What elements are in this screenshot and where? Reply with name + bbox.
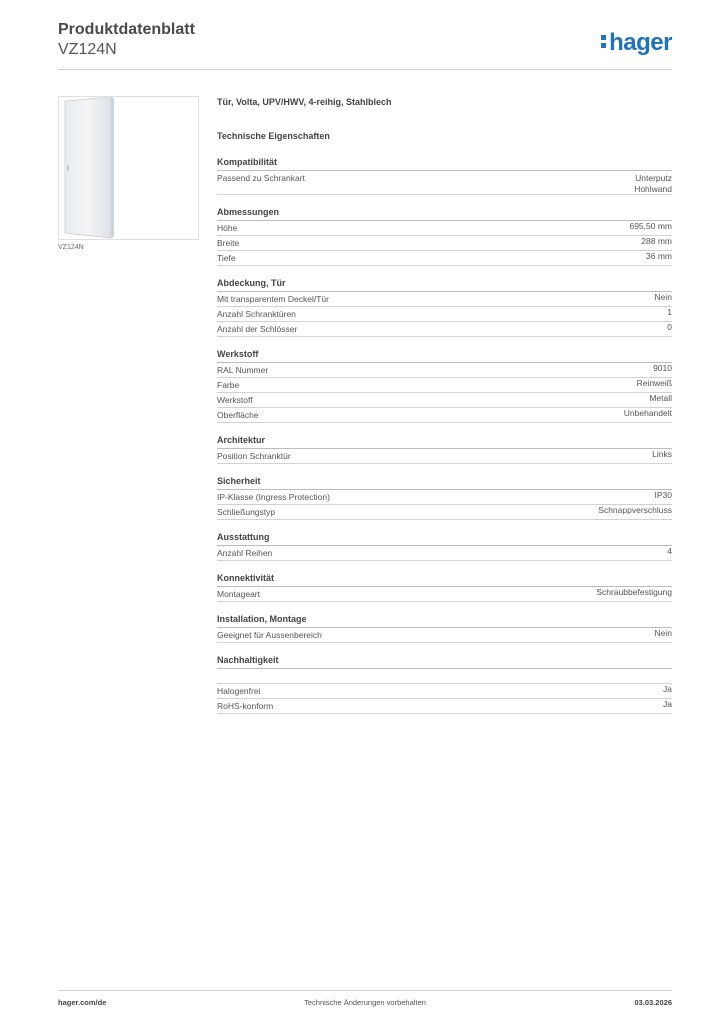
property-label: Breite — [217, 238, 240, 248]
property-value — [653, 363, 672, 377]
section-title: Werkstoff — [217, 348, 672, 363]
footer-website[interactable]: hager.com/de — [58, 998, 107, 1007]
property-section — [217, 572, 672, 602]
property-section — [217, 348, 672, 423]
property-label: Farbe — [217, 380, 240, 390]
property-value-text: Ja — [663, 684, 672, 694]
page-footer — [58, 990, 672, 1015]
property-section — [217, 613, 672, 643]
property-label: Tiefe — [217, 253, 236, 263]
property-value — [655, 490, 673, 504]
property-value — [637, 378, 672, 392]
property-value-text: 695,50 mm — [629, 221, 672, 231]
property-section — [217, 277, 672, 337]
section-title: Abdeckung, Tür — [217, 277, 672, 292]
footer-date: 03.03.2026 — [634, 998, 672, 1007]
property-row — [217, 322, 672, 337]
property-value-text: Metall — [649, 393, 672, 403]
property-section — [217, 531, 672, 561]
property-value-text: 1 — [667, 307, 672, 317]
product-description: Tür, Volta, UPV/HWV, 4-reihig, Stahlblech — [217, 97, 392, 107]
property-row — [217, 669, 672, 684]
property-value-text: Links — [652, 449, 672, 459]
property-value-text: Schraubbefestigung — [596, 587, 672, 597]
property-value-text: Unbehandelt — [623, 408, 672, 418]
property-value — [667, 546, 672, 560]
property-value-text: 9010 — [653, 363, 672, 373]
property-section — [217, 434, 672, 464]
page-header — [58, 21, 672, 70]
property-value — [663, 684, 672, 698]
property-value — [596, 587, 672, 601]
property-label: Montageart — [217, 589, 260, 599]
property-row — [217, 587, 672, 602]
property-row — [217, 684, 672, 699]
property-label: Geeignet für Aussenbereich — [217, 630, 322, 640]
property-row — [217, 699, 672, 714]
section-title: Kompatibilität — [217, 156, 672, 171]
property-row — [217, 251, 672, 266]
property-value — [629, 221, 672, 235]
property-value — [655, 292, 672, 306]
property-value — [655, 628, 672, 642]
section-title: Ausstattung — [217, 531, 672, 546]
property-label: IP-Klasse (Ingress Protection) — [217, 492, 330, 502]
property-value-text: 0 — [667, 322, 672, 332]
property-value-text: Ja — [663, 699, 672, 709]
product-image — [58, 96, 199, 240]
property-value — [598, 505, 672, 519]
property-section — [217, 156, 672, 195]
section-title: Abmessungen — [217, 206, 672, 221]
property-value-text: 4 — [667, 546, 672, 556]
property-value-text: Nein — [654, 292, 672, 302]
property-row — [217, 378, 672, 393]
product-code: VZ124N — [58, 41, 117, 58]
footer-notice: Technische Änderungen vorbehalten — [304, 998, 426, 1007]
image-caption: VZ124N — [58, 244, 84, 251]
property-value-text: 288 mm — [641, 236, 672, 246]
property-row — [217, 393, 672, 408]
property-label: Mit transparentem Deckel/Tür — [217, 294, 329, 304]
property-label: Passend zu Schrankart — [217, 173, 305, 183]
property-label: Werkstoff — [217, 395, 253, 405]
property-row — [217, 505, 672, 520]
property-row — [217, 363, 672, 378]
property-value-text-2: Hohlwand — [634, 184, 672, 194]
door-panel-illustration — [59, 97, 198, 239]
section-title: Architektur — [217, 434, 672, 449]
product-data-content — [217, 96, 672, 725]
property-section — [217, 475, 672, 520]
property-section — [217, 654, 672, 714]
hager-logo — [601, 29, 672, 57]
property-row — [217, 307, 672, 322]
property-label: Anzahl Reihen — [217, 548, 273, 558]
property-value-text: IP30 — [654, 490, 672, 500]
property-value — [641, 236, 672, 250]
property-value — [652, 449, 672, 463]
property-value — [663, 699, 672, 713]
property-value — [634, 171, 672, 194]
logo-text: hager — [609, 29, 672, 56]
property-value-text: Schnappverschluss — [598, 505, 672, 515]
property-label: RAL Nummer — [217, 365, 269, 375]
properties-sections — [217, 156, 672, 714]
property-label: Anzahl Schranktüren — [217, 309, 296, 319]
page-title: Produktdatenblatt — [58, 21, 195, 38]
property-row — [217, 449, 672, 464]
section-title: Nachhaltigkeit — [217, 654, 672, 669]
property-label: Anzahl der Schlösser — [217, 324, 298, 334]
property-section — [217, 206, 672, 266]
section-title: Sicherheit — [217, 475, 672, 490]
property-value-text: Nein — [654, 628, 672, 638]
property-value — [667, 307, 672, 321]
section-title: Installation, Montage — [217, 613, 672, 628]
property-label: Schließungstyp — [217, 507, 276, 517]
property-row — [217, 546, 672, 561]
property-value — [649, 393, 672, 407]
property-row — [217, 628, 672, 643]
property-value-text: 36 mm — [646, 251, 672, 261]
property-label: Halogenfrei — [217, 686, 261, 696]
property-label: Position Schranktür — [217, 451, 291, 461]
section-title: Konnektivität — [217, 572, 672, 587]
property-row — [217, 236, 672, 251]
property-label: Oberfläche — [217, 410, 259, 420]
property-value — [646, 251, 672, 265]
property-row — [217, 171, 672, 195]
property-row — [217, 490, 672, 505]
technical-properties-heading: Technische Eigenschaften — [217, 131, 330, 141]
logo-dots-icon — [601, 33, 606, 49]
property-row — [217, 292, 672, 307]
property-row — [217, 221, 672, 236]
property-row — [217, 408, 672, 423]
property-value-text: Reinweiß — [636, 378, 672, 388]
property-value — [667, 322, 672, 336]
property-value-text: Unterputz — [635, 173, 672, 183]
property-label: RoHS-konform — [217, 701, 274, 711]
property-label: Höhe — [217, 223, 238, 233]
property-value — [624, 408, 672, 422]
